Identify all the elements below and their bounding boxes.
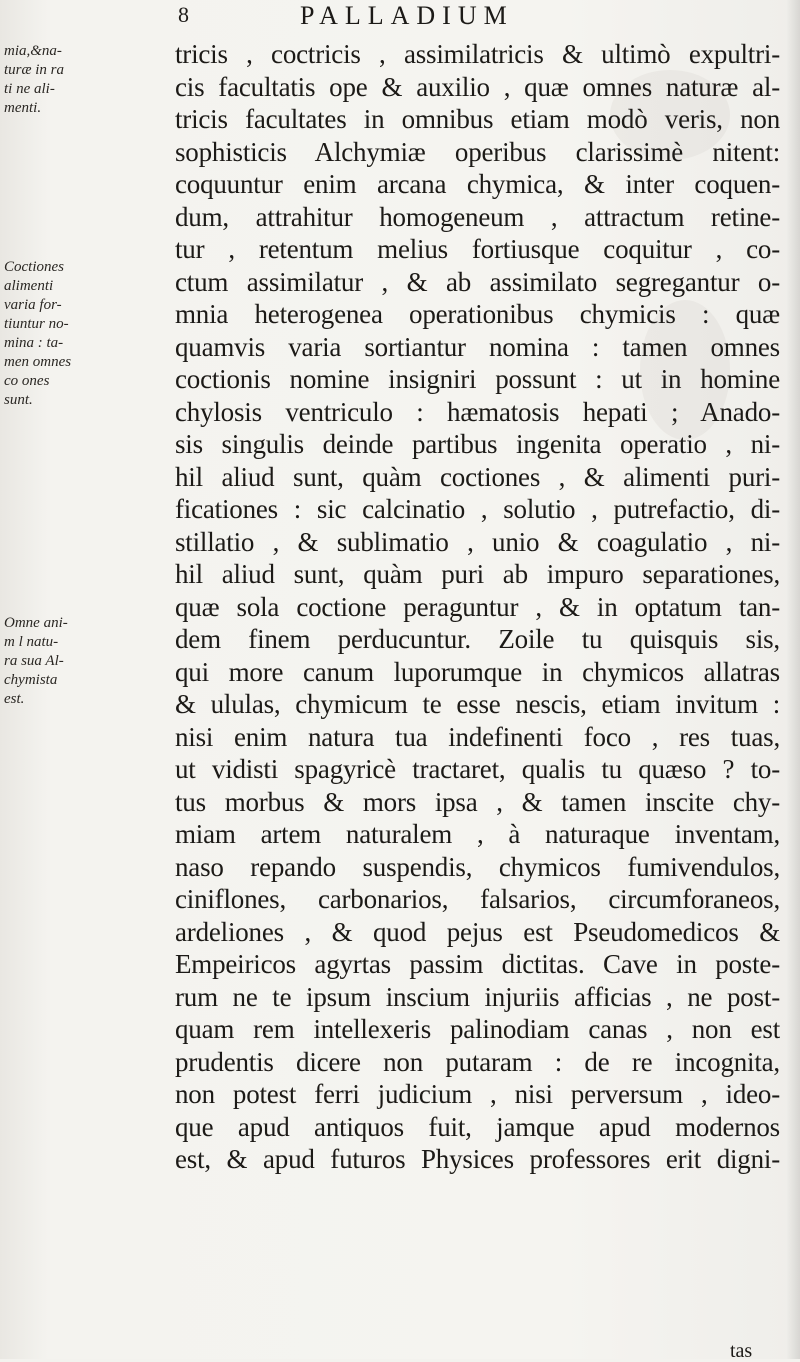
margin-note-line: tiuntur no- [4, 316, 69, 332]
page-number: 8 [178, 2, 189, 27]
text-line: ciniflones, carbonarios, falsarios, circumforaneos, [175, 884, 780, 914]
text-line: hil aliud sunt, quàm puri ab impuro separationes, [175, 559, 780, 589]
margin-note-line: menti. [4, 100, 42, 116]
margin-note [4, 614, 84, 709]
margin-note-line: co ones [4, 373, 50, 389]
text-line: hil aliud sunt, quàm coctiones , & alimenti puri- [175, 461, 780, 492]
catchword: tas [730, 1340, 753, 1362]
margin-note [4, 258, 84, 410]
text-line: chylosis ventriculo : hæmatosis hepati ; Anado- [175, 396, 780, 427]
margin-note-line: varia for- [4, 297, 62, 313]
text-line: sis singulis deinde partibus ingenita operatio , ni- [175, 429, 780, 459]
margin-note-line: mina : ta- [4, 335, 64, 351]
text-line: qui more canum luporumque in chymicos allatras [175, 656, 780, 687]
margin-note-line: m l natu- [4, 634, 59, 650]
margin-note-line: sunt. [4, 392, 33, 408]
text-line: ardeliones , & quod pejus est Pseudomedicos & [175, 916, 780, 947]
text-line: coquuntur enim arcana chymica, & inter coquen- [175, 169, 780, 199]
text-line: quæ sola coctione peraguntur , & in optatum tan- [175, 591, 780, 622]
margin-note-line: ti ne ali- [4, 81, 55, 97]
text-line: tus morbus & mors ipsa , & tamen inscite chy- [175, 786, 780, 817]
margin-note [4, 42, 84, 118]
text-line: nisi enim natura tua indefinenti foco , res tuas, [175, 721, 780, 752]
text-line: cis facultatis ope & auxilio , quæ omnes naturæ al- [175, 71, 780, 102]
margin-note-line: alimenti [4, 278, 54, 294]
text-line: naso repando suspendis, chymicos fumivendulos, [175, 851, 780, 882]
text-line: mnia heterogenea operationibus chymicis : quæ [175, 299, 780, 329]
text-line: rum ne te ipsum inscium injuriis afficias , ne post- [175, 981, 780, 1012]
margin-note-line: mia,&na- [4, 43, 62, 59]
text-line: & ululas, chymicum te esse nescis, etiam invitum : [175, 689, 780, 719]
margin-note-line: Coctiones [4, 259, 64, 275]
page-header [0, 2, 800, 32]
running-head: PALLADIUM [300, 1, 514, 30]
text-line: Empeiricos agyrtas passim dictitas. Cave in poste- [175, 949, 780, 979]
text-line: quam rem intellexeris palinodiam canas , non est [175, 1014, 780, 1044]
margin-note-line: Omne ani- [4, 615, 68, 631]
text-line: tricis , coctricis , assimilatricis & ultimò expultri- [175, 39, 780, 69]
text-line: prudentis dicere non putaram : de re incognita, [175, 1046, 780, 1077]
margin-note-line: ra sua Al- [4, 653, 64, 669]
margin-note-line: men omnes [4, 354, 72, 370]
main-text-block [175, 38, 780, 1176]
margin-note-line: chymista [4, 672, 58, 688]
margin-note-line: turæ in ra [4, 62, 65, 78]
text-line: que apud antiquos fuit, jamque apud modernos [175, 1111, 780, 1142]
page-edge-shadow [786, 0, 800, 1359]
text-line: dem finem perducuntur. Zoile tu quisquis sis, [175, 624, 780, 654]
text-line: ut vidisti spagyricè tractaret, qualis tu quæso ? to- [175, 754, 780, 784]
text-line: tricis facultates in omnibus etiam modò veris, non [175, 104, 780, 134]
margin-note-line: est. [4, 691, 25, 707]
text-line: miam artem naturalem , à naturaque inventam, [175, 819, 780, 849]
text-line: coctionis nomine insigniri possunt : ut in homine [175, 364, 780, 394]
text-line: quamvis varia sortiantur nomina : tamen omnes [175, 331, 780, 362]
text-line: non potest ferri judicium , nisi perversum , ideo- [175, 1079, 780, 1109]
text-line: est, & apud futuros Physices professores erit digni- [175, 1144, 780, 1174]
text-line: ctum assimilatur , & ab assimilato segregantur o- [175, 266, 780, 297]
text-line: sophisticis Alchymiæ operibus clarissimè nitent: [175, 136, 780, 167]
text-line: tur , retentum melius fortiusque coquitur , co- [175, 234, 780, 264]
text-line: ficationes : sic calcinatio , solutio , putrefactio, di- [175, 494, 780, 524]
text-line: dum, attrahitur homogeneum , attractum retine- [175, 201, 780, 232]
text-line: stillatio , & sublimatio , unio & coagulatio , ni- [175, 526, 780, 557]
